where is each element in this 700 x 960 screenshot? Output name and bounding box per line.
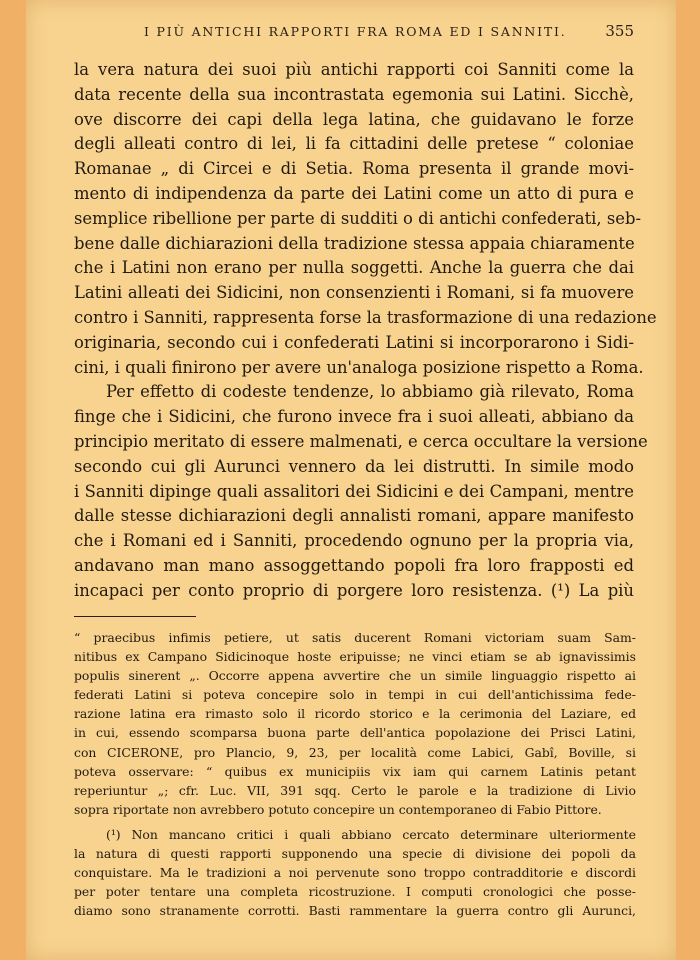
book-page [26, 0, 676, 960]
text-line: bene dalle dichiarazioni della tradizione stessa appaia chiaramente [74, 233, 635, 253]
footnotes [74, 628, 636, 920]
text-line: dalle stesse dichiarazioni degli annalisti romani, appare manifesto [74, 506, 634, 526]
page-number: 355 [605, 22, 634, 40]
footnote-line: con CICERONE, pro Plancio, 9, 23, per località come Labici, Gabî, Boville, si [74, 744, 636, 760]
page-header [74, 22, 634, 44]
text-line: degli alleati contro di lei, li fa cittadini delle pretese “ coloniae [74, 134, 634, 154]
footnote-line: populis sinerent „. Occorre appena avvertire che un simile linguaggio rispetto ai [74, 668, 636, 684]
footnote-line: in cui, essendo scomparsa buona parte dell'antica popolazione dei Prisci Latini, [74, 725, 636, 741]
text-line: contro i Sanniti, rappresenta forse la trasformazione di una redazione [74, 307, 657, 327]
footnote-line: nitibus ex Campano Sidicinoque hoste eripuisse; ne vinci etiam se ab ignavissimis [74, 649, 636, 665]
text-line: Romanae „ di Circei e di Setia. Roma presenta il grande movi- [74, 159, 634, 179]
text-line: che i Romani ed i Sanniti, procedendo ognuno per la propria via, [74, 531, 634, 551]
text-line: i Sanniti dipinge quali assalitori dei Sidicini e dei Campani, mentre [74, 481, 634, 501]
text-line: semplice ribellione per parte di sudditi o di antichi confederati, seb- [74, 208, 641, 228]
footnote-rule [74, 616, 196, 617]
text-line: che i Latini non erano per nulla soggetti. Anche la guerra che dai [74, 258, 634, 278]
text-line: cini, i quali finirono per avere un'analoga posizione rispetto a Roma. [74, 357, 644, 377]
text-line: incapaci per conto proprio di porgere loro resistenza. (¹) La più [74, 580, 634, 600]
footnote-line: (¹) Non mancano critici i quali abbiano cercato determinare ulteriormente [106, 826, 636, 842]
main-text [74, 58, 657, 604]
footnote-line: per poter tentare una completa ricostruzione. I computi cronologici che posse- [74, 884, 636, 900]
footnote-line: reperiuntur „; cfr. Luc. VII, 391 sqq. Certo le parole e la tradizione di Livio [74, 782, 636, 798]
footnote-line: federati Latini si poteva concepire solo in tempi in cui dell'antichissima fede- [74, 687, 636, 703]
footnote-line: diamo sono stranamente corrotti. Basti rammentare la guerra contro gli Aurunci, [74, 903, 636, 919]
footnote-line: “ praecibus infimis petiere, ut satis ducerent Romani victoriam suam Sam- [74, 630, 636, 645]
text-line: Latini alleati dei Sidicini, non consenzienti i Romani, si fa muovere [74, 283, 634, 303]
text-line: originaria, secondo cui i confederati Latini si incorporarono i Sidi- [74, 332, 634, 352]
text-line: Per effetto di codeste tendenze, lo abbiamo già rilevato, Roma [106, 382, 634, 402]
text-line: mento di indipendenza da parte dei Latini come un atto di pura e [74, 183, 634, 203]
text-line: la vera natura dei suoi più antichi rapporti coi Sanniti come la [74, 60, 634, 79]
running-title: I PIÙ ANTICHI RAPPORTI FRA ROMA ED I SANNITI. [144, 24, 567, 39]
text-line: data recente della sua incontrastata egemonia sui Latini. Sicchè, [74, 84, 634, 104]
text-line: ove discorre dei capi della lega latina, che guidavano le forze [74, 109, 634, 129]
text-line: andavano man mano assoggettando popoli fra loro frapposti ed [74, 555, 634, 575]
text-line: secondo cui gli Aurunci vennero da lei distrutti. In simile modo [74, 456, 634, 476]
footnote-line: sopra riportate non avrebbero potuto concepire un contemporaneo di Fabio Pittore. [74, 801, 602, 817]
footnote-line: la natura di questi rapporti supponendo una specie di divisione dei popoli da [74, 846, 636, 862]
text-line: principio meritato di essere malmenati, e cerca occultare la versione [74, 431, 648, 451]
footnote-line: razione latina era rimasto solo il ricordo storico e la cerimonia del Laziare, ed [74, 706, 636, 722]
footnote-line: conquistare. Ma le tradizioni a noi pervenute sono troppo contradditorie e discordi [74, 865, 636, 881]
text-line: finge che i Sidicini, che furono invece fra i suoi alleati, abbiano da [74, 407, 634, 427]
footnote-line: poteva osservare: “ quibus ex municipiis vix iam qui carnem Latinis petant [74, 763, 636, 779]
